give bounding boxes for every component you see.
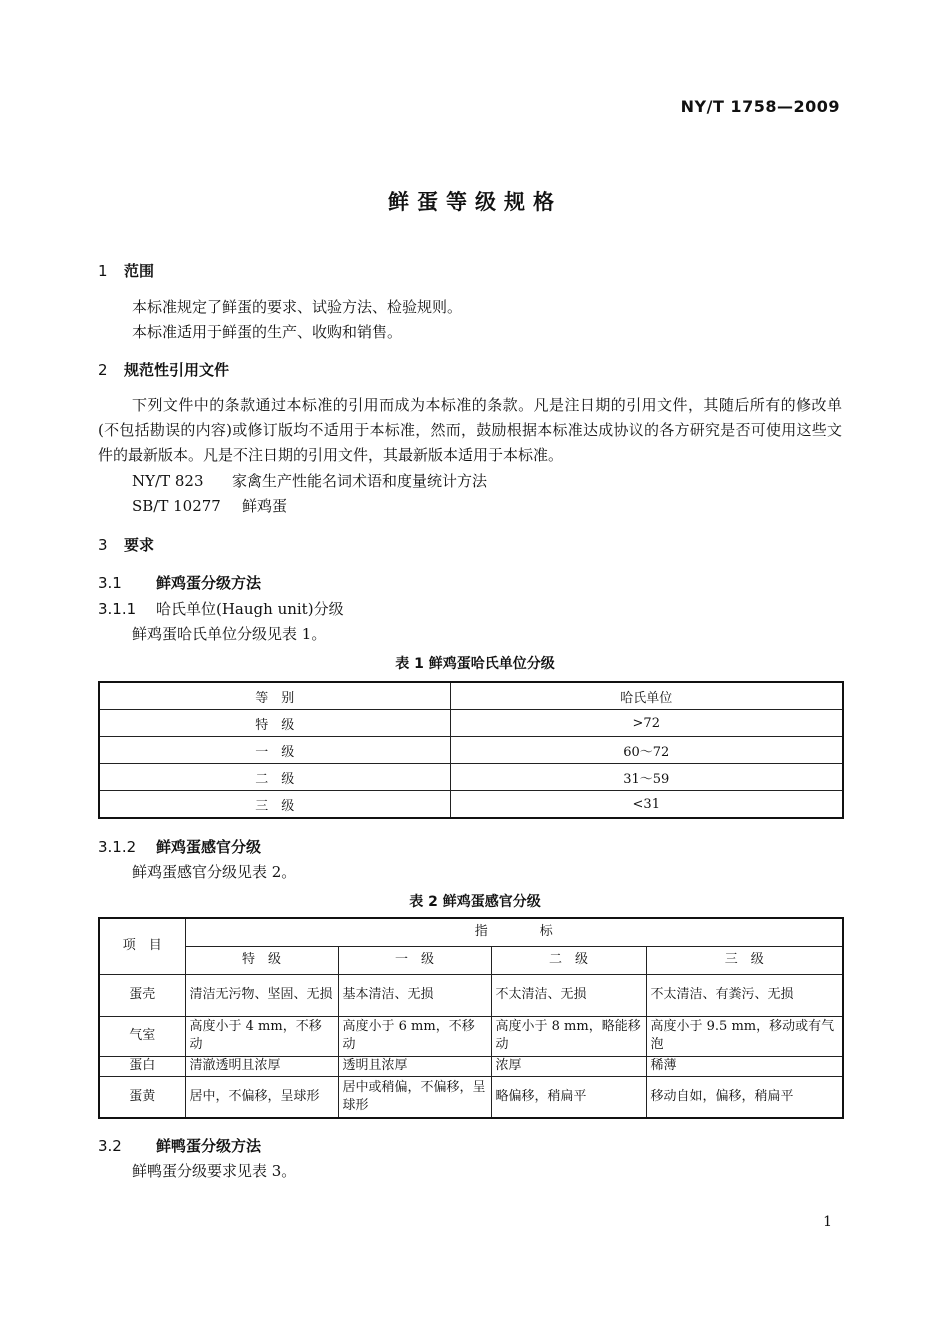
section-title: 鲜鸭蛋分级方法 [156, 1137, 262, 1155]
reference-code: SB/T 10277 [132, 497, 221, 515]
section-title: 范围 [124, 262, 155, 280]
table-cell: 特 级 [99, 710, 450, 737]
table-cell: 31～59 [450, 764, 843, 791]
grade-header-cell: 二 级 [491, 946, 646, 974]
reference-item [132, 495, 287, 516]
table-cell: 清澈透明且浓厚 [185, 1056, 338, 1076]
table-cell: 一 级 [99, 737, 450, 764]
page-number: 1 [823, 1214, 832, 1230]
table-cell: <31 [450, 791, 843, 819]
section-3-1-heading [98, 572, 261, 593]
section-3-heading [98, 534, 154, 555]
item-cell: 蛋白 [99, 1056, 185, 1076]
section-number: 3.1 [98, 574, 122, 592]
item-cell: 蛋黄 [99, 1076, 185, 1118]
table-row [99, 737, 843, 764]
grade-header-cell: 一 级 [338, 946, 491, 974]
section-3-2-heading [98, 1135, 261, 1156]
table-row [99, 710, 843, 737]
table-cell: 不太清洁、有粪污、无损 [646, 974, 843, 1016]
table-cell: 稀薄 [646, 1056, 843, 1076]
table-row [99, 1056, 843, 1076]
document-title: 鲜蛋等级规格 [388, 190, 562, 214]
table-cell: 清洁无污物、坚固、无损 [185, 974, 338, 1016]
indicator-header-cell: 指 标 [185, 918, 843, 946]
table-row [99, 791, 843, 819]
section-3-1-2-heading [98, 836, 261, 857]
section-3-2-paragraph: 鲜鸭蛋分级要求见表 3。 [132, 1162, 297, 1180]
section-title: 规范性引用文件 [124, 361, 230, 379]
section-1-paragraph-1: 本标准规定了鲜蛋的要求、试验方法、检验规则。 [132, 298, 463, 316]
table-cell: 居中，不偏移，呈球形 [185, 1076, 338, 1118]
header-cell: 哈氏单位 [450, 682, 843, 710]
section-number: 2 [98, 361, 108, 379]
table-1-caption: 表 1 鲜鸡蛋哈氏单位分级 [395, 656, 555, 672]
section-title: 鲜鸡蛋感官分级 [156, 838, 262, 856]
grade-header-cell: 三 级 [646, 946, 843, 974]
section-number: 3.1.2 [98, 838, 137, 856]
section-2-heading [98, 359, 229, 380]
haugh-unit-table [98, 681, 844, 819]
section-3-1-2-paragraph: 鲜鸡蛋感官分级见表 2。 [132, 863, 297, 881]
table-cell: 二 级 [99, 764, 450, 791]
section-title: 要求 [124, 536, 155, 554]
table-cell: 60～72 [450, 737, 843, 764]
section-3-1-1-paragraph: 鲜鸡蛋哈氏单位分级见表 1。 [132, 625, 327, 643]
item-header-cell: 项 目 [99, 918, 185, 974]
table-cell: 基本清洁、无损 [338, 974, 491, 1016]
table-cell: 三 级 [99, 791, 450, 819]
table-cell: 浓厚 [491, 1056, 646, 1076]
section-number: 1 [98, 262, 108, 280]
table-row [99, 764, 843, 791]
item-cell: 气室 [99, 1016, 185, 1056]
reference-name: 家禽生产性能名词术语和度量统计方法 [232, 472, 488, 490]
reference-code: NY/T 823 [132, 472, 204, 490]
table-cell: 居中或稍偏，不偏移，呈球形 [338, 1076, 491, 1118]
table-cell: 透明且浓厚 [338, 1056, 491, 1076]
section-title: 鲜鸡蛋分级方法 [156, 574, 262, 592]
section-3-1-1-heading [98, 598, 344, 619]
table-row [99, 1076, 843, 1118]
table-header-row [99, 682, 843, 710]
section-title: 哈氏单位(Haugh unit)分级 [156, 600, 344, 618]
reference-item [132, 470, 487, 491]
section-number: 3.1.1 [98, 600, 137, 618]
header-cell: 等 别 [99, 682, 450, 710]
table-cell: 高度小于 4 mm，不移动 [185, 1016, 338, 1056]
section-number: 3.2 [98, 1137, 122, 1155]
table-cell: 不太清洁、无损 [491, 974, 646, 1016]
table-cell: 高度小于 9.5 mm，移动或有气泡 [646, 1016, 843, 1056]
table-header-row [99, 918, 843, 946]
section-number: 3 [98, 536, 108, 554]
item-cell: 蛋壳 [99, 974, 185, 1016]
table-cell: 移动自如，偏移，稍扁平 [646, 1076, 843, 1118]
grade-header-row [99, 946, 843, 974]
table-cell: 高度小于 6 mm，不移动 [338, 1016, 491, 1056]
section-2-paragraph: 下列文件中的条款通过本标准的引用而成为本标准的条款。凡是注日期的引用文件，其随后所有的修改单(不包括勘误的内容)或修订版均不适用于本标准，然而，鼓励根据本标准达成协议的各方研究是否可使用这些文件的最新版本。凡是不注日期的引用文件，其最新版本适用于本标准。 [98, 396, 842, 464]
table-cell: >72 [450, 710, 843, 737]
sensory-grading-table [98, 917, 844, 1119]
table-row [99, 974, 843, 1016]
table-2-caption: 表 2 鲜鸡蛋感官分级 [409, 894, 541, 910]
section-1-paragraph-2: 本标准适用于鲜蛋的生产、收购和销售。 [132, 323, 403, 341]
section-1-heading [98, 260, 154, 281]
table-row [99, 1016, 843, 1056]
table-cell: 略偏移，稍扁平 [491, 1076, 646, 1118]
standard-code: NY/T 1758—2009 [680, 97, 840, 116]
reference-name: 鲜鸡蛋 [242, 497, 288, 515]
grade-header-cell: 特 级 [185, 946, 338, 974]
table-cell: 高度小于 8 mm，略能移动 [491, 1016, 646, 1056]
